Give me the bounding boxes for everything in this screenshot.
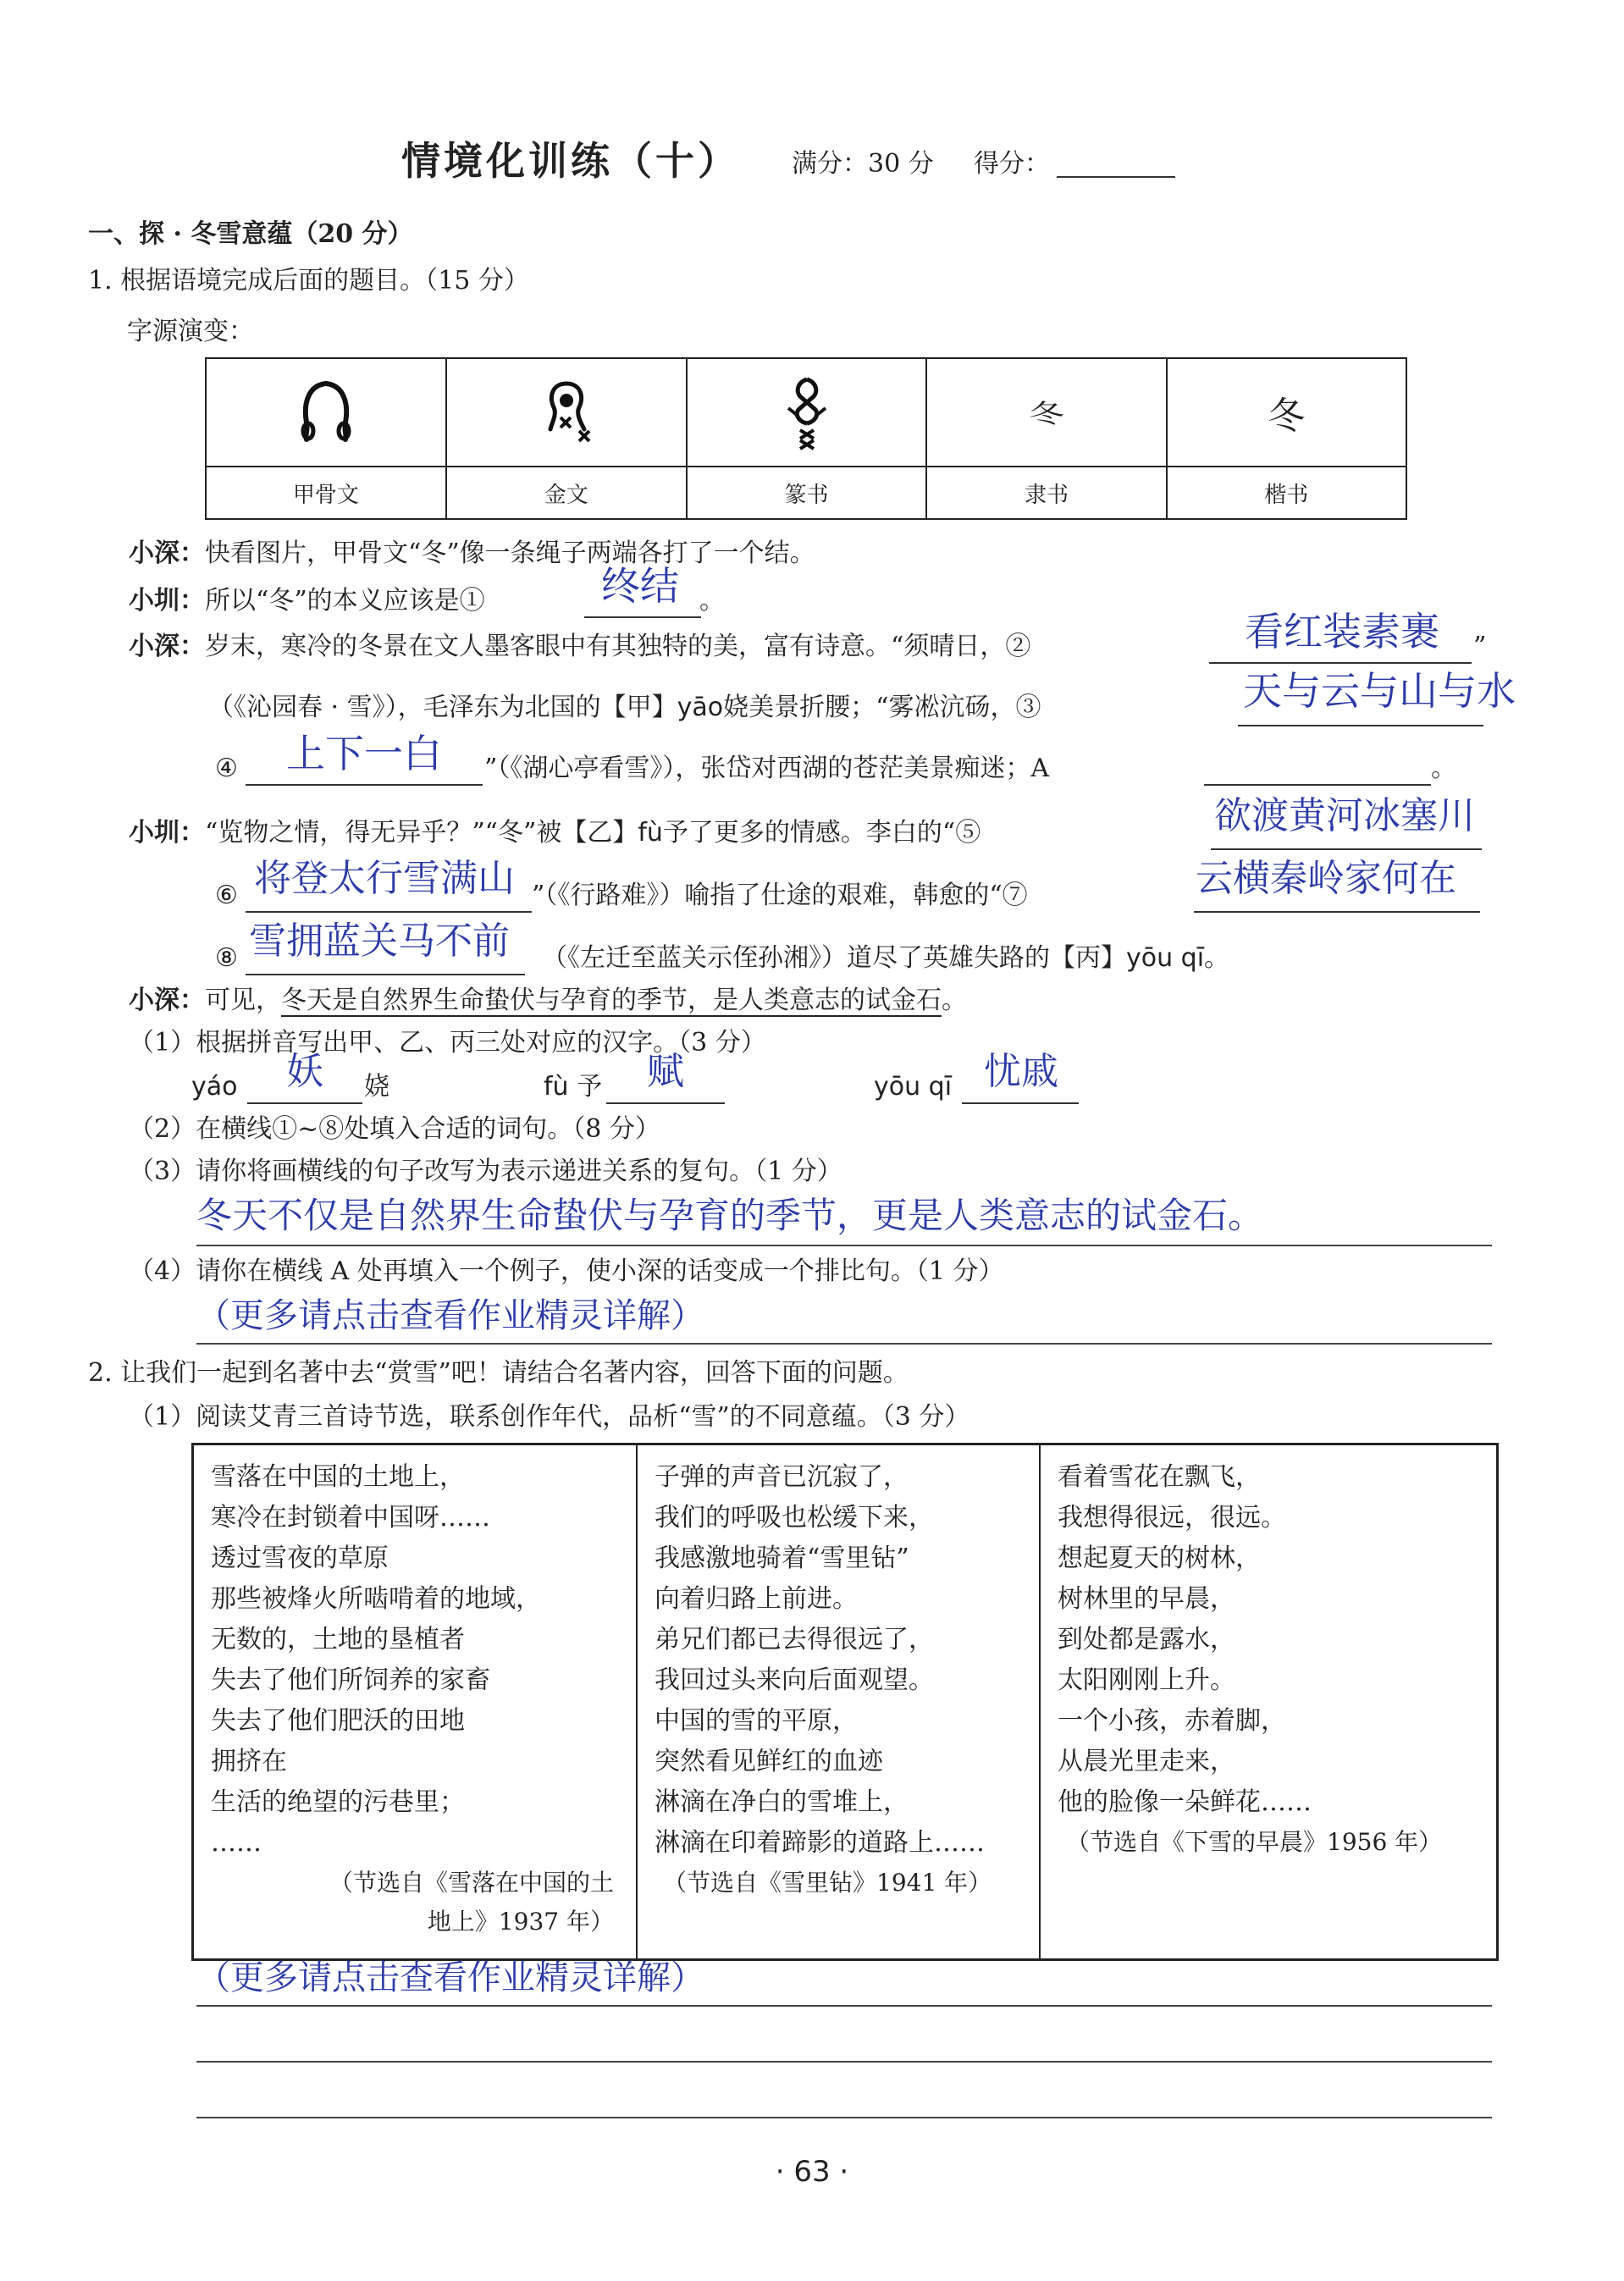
q2-answer-line-2[interactable] (196, 2061, 1492, 2063)
poem-line: 失去了他们肥沃的田地 (211, 1706, 465, 1736)
poem-source: （节选自《雪里钻》1941 年） (663, 1869, 992, 1897)
poem-column (636, 1445, 1039, 1958)
sub1-answer-3: 忧戚 (984, 1050, 1058, 1093)
sub1-answer-1: 妖 (286, 1050, 323, 1093)
sub1-blank-3[interactable] (962, 1102, 1079, 1104)
blank-A[interactable] (1204, 784, 1431, 786)
clerical-glyph: 冬 (926, 358, 1166, 467)
poem-line: 淋滴在净白的雪堆上， (655, 1787, 909, 1817)
answer-6: 将登太行雪满山 (254, 857, 515, 900)
sub1-suffix-1: 娆 (364, 1072, 389, 1102)
poem-line: 寒冷在封锁着中国呀…… (211, 1503, 490, 1533)
regular-glyph: 冬 (1167, 358, 1406, 467)
sub2-stem: （2）在横线①~⑧处填入合适的词句。（8 分） (129, 1114, 660, 1144)
poem-column (1039, 1445, 1491, 1958)
answer-3: 天与云与山与水 (1243, 668, 1516, 714)
blank-A-end: 。 (1431, 754, 1456, 783)
score-blank[interactable] (1057, 176, 1175, 178)
poem-line: 失去了他们所饲养的家畜 (211, 1665, 490, 1695)
blank-7[interactable] (1194, 911, 1480, 913)
poem-line: 那些被烽火所啮啃着的地域， (211, 1584, 541, 1614)
sub4-answer: （更多请点击查看作业精灵详解） (196, 1296, 704, 1335)
q2-answer-line-1[interactable] (196, 2005, 1492, 2007)
poem-line: 拥挤在 (211, 1747, 287, 1776)
blank-1-end: 。 (699, 586, 725, 616)
poem-line: 我回过头来向后面观望。 (655, 1665, 934, 1695)
bronze-glyph (446, 358, 687, 467)
poem-line: 突然看见鲜红的血迹 (655, 1747, 883, 1776)
poem-line: 想起夏天的树林， (1058, 1544, 1261, 1573)
blank-8-mark: ⑧ (215, 943, 238, 973)
sub3-answer-line[interactable] (196, 1245, 1492, 1246)
page-title: 情境化训练（十） (401, 138, 740, 184)
poem-source: （节选自《下雪的早晨》1956 年） (1066, 1828, 1443, 1856)
poem-line: 无数的，土地的垦植者 (211, 1625, 465, 1654)
q2-sub1-stem: （1）阅读艾青三首诗节选，联系创作年代，品析“雪”的不同意蕴。（3 分） (129, 1402, 970, 1432)
script-label: 篆书 (687, 467, 927, 519)
poem-line: 中国的雪的平原， (655, 1706, 858, 1736)
poem-line: 树林里的早晨， (1058, 1584, 1235, 1614)
blank-4-mark: ④ (215, 754, 238, 783)
sub4-answer-line[interactable] (196, 1343, 1492, 1345)
sub1-pinyin-1: yáo (191, 1072, 238, 1102)
dialogue-line-9: 小深：可见，冬天是自然界生命蛰伏与孕育的季节，是人类意志的试金石。 (129, 986, 967, 1015)
poem-line: 我感激地骑着“雪里钻” (655, 1544, 909, 1573)
q2-stem: 2. 让我们一起到名著中去“赏雪”吧！请结合名著内容，回答下面的问题。 (88, 1358, 909, 1388)
sub1-blank-1[interactable] (247, 1102, 362, 1104)
oracle-bone-dong-icon (296, 378, 356, 446)
blank-5[interactable] (1211, 848, 1482, 850)
dialogue-line-3: 小深：岁末，寒冷的冬景在文人墨客眼中有其独特的美，富有诗意。“须晴日，② (129, 632, 1031, 661)
poem-source: （节选自《雪落在中国的土 (329, 1869, 614, 1897)
score-label: 得分： (974, 149, 1050, 179)
dialogue-line-1: 小深：快看图片，甲骨文“冬”像一条绳子两端各打了一个结。 (129, 538, 815, 568)
sub1-blank-2[interactable] (606, 1102, 725, 1104)
poem-line: 太阳刚刚上升。 (1058, 1665, 1235, 1695)
poem-line: 到处都是露水， (1058, 1625, 1235, 1654)
sub3-answer: 冬天不仅是自然界生命蛰伏与孕育的季节，更是人类意志的试金石。 (196, 1195, 1264, 1236)
poem-comparison-table (191, 1443, 1499, 1961)
blank-4[interactable] (246, 784, 483, 786)
poem-line: 子弹的声音已沉寂了， (655, 1462, 909, 1492)
answer-2: 看红装素裹 (1245, 609, 1439, 654)
poem-column (194, 1445, 636, 1958)
answer-5: 欲渡黄河冰塞川 (1214, 794, 1475, 837)
poem-line: 透过雪夜的草原 (211, 1544, 389, 1573)
script-label: 甲骨文 (206, 467, 446, 519)
underlined-sentence: 冬天是自然界生命蛰伏与孕育的季节，是人类意志的试金石 (281, 986, 942, 1015)
poem-line: 生活的绝望的污巷里； (211, 1787, 465, 1817)
seal-dong-icon (782, 374, 832, 450)
answer-1: 终结 (601, 563, 679, 609)
poem-line: …… (211, 1828, 262, 1858)
poem-source: 地上》1937 年） (427, 1908, 614, 1936)
answer-4: 上下一白 (286, 731, 442, 776)
dialogue-line-6: 小圳：“览物之情，得无异乎？”“冬”被【乙】fù予了更多的情感。李白的“⑤ (129, 818, 981, 848)
section-heading: 一、探 · 冬雪意蕴（20 分） (88, 219, 413, 249)
poem-line: 淋滴在印着蹄影的道路上…… (655, 1828, 985, 1858)
poem-line: 一个小孩，赤着脚， (1058, 1706, 1286, 1736)
blank-6[interactable] (246, 911, 532, 913)
q2-answer-line-3[interactable] (196, 2117, 1492, 2118)
poem-line: 向着归路上前进。 (655, 1584, 858, 1614)
poem-line: 我想得很远，很远。 (1058, 1503, 1286, 1533)
sub1-stem: （1）根据拼音写出甲、乙、丙三处对应的汉字。（3 分） (129, 1028, 766, 1058)
dialogue-line-4: （《沁园春 · 雪》），毛泽东为北国的【甲】yāo娆美景折腰；“雾凇沆砀，③ (208, 693, 1041, 722)
script-label: 楷书 (1167, 467, 1406, 519)
dialogue-line-5: ”（《湖心亭看雪》），张岱对西湖的苍茫美景痴迷；A (484, 754, 1050, 783)
blank-6-mark: ⑥ (215, 881, 238, 910)
dialogue-line-2: 小圳：所以“冬”的本义应该是① (129, 586, 485, 616)
character-evolution-table (205, 357, 1407, 520)
poem-line: 弟兄们都已去得很远了， (655, 1625, 934, 1654)
script-label: 金文 (446, 467, 687, 519)
bronze-dong-icon (537, 378, 596, 446)
poem-line: 雪落在中国的土地上， (211, 1462, 465, 1492)
poem-line: 看着雪花在飘飞， (1058, 1462, 1261, 1492)
seal-glyph (687, 358, 927, 467)
q2-answer: （更多请点击查看作业精灵详解） (196, 1958, 704, 1997)
answer-7: 云横秦岭家何在 (1196, 857, 1456, 900)
sub1-answer-2: 赋 (647, 1050, 684, 1093)
sub3-stem: （3）请你将画横线的句子改写为表示递进关系的复句。（1 分） (129, 1157, 842, 1186)
blank-1[interactable] (584, 616, 701, 618)
dialogue-line-7: ”（《行路难》）喻指了仕途的艰难，韩愈的“⑦ (532, 881, 1028, 910)
full-score: 满分：30 分 (792, 149, 934, 179)
oracle-bone-glyph (206, 358, 446, 467)
q1-stem: 1. 根据语境完成后面的题目。（15 分） (88, 266, 529, 295)
script-label: 隶书 (926, 467, 1166, 519)
answer-8: 雪拥蓝关马不前 (249, 920, 510, 963)
poem-line: 从晨光里走来， (1058, 1747, 1235, 1776)
page-number: · 63 · (775, 2155, 849, 2189)
sub4-stem: （4）请你在横线 A 处再填入一个例子，使小深的话变成一个排比句。（1 分） (129, 1256, 1004, 1286)
sub1-pinyin-2: fù 予 (544, 1072, 603, 1102)
blank-2-end: ” (1473, 632, 1487, 661)
source-evolution-label: 字源演变： (127, 317, 254, 346)
blank-3[interactable] (1238, 725, 1483, 726)
poem-line: 我们的呼吸也松缓下来， (655, 1503, 934, 1533)
blank-8[interactable] (246, 974, 525, 975)
poem-line: 他的脸像一朵鲜花…… (1058, 1787, 1312, 1817)
dialogue-line-8: （《左迁至蓝关示侄孙湘》）道尽了英雄失路的【丙】yōu qī。 (542, 943, 1230, 973)
sub1-pinyin-3: yōu qī (874, 1072, 953, 1102)
blank-2[interactable] (1209, 662, 1472, 664)
